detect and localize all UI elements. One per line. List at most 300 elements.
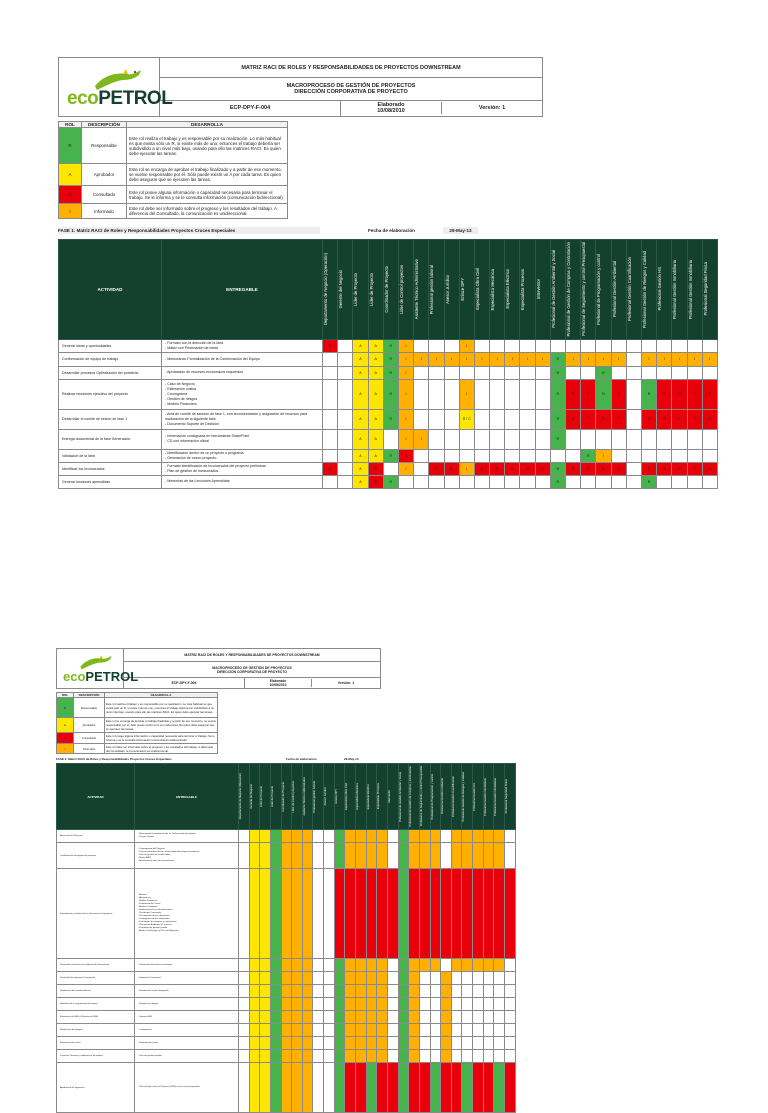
legend-desc-i: Informado: [82, 204, 127, 219]
raci-cell: [483, 1037, 494, 1050]
legend-header-description: DESCRIPCIÓN: [82, 122, 127, 128]
raci-cell: [366, 985, 377, 998]
raci-cell: [419, 869, 430, 959]
raci-cell: R: [657, 379, 672, 409]
raci-cell: [281, 985, 292, 998]
deliverable-cell: - Memorias de las Lecciones Aprendidas: [162, 475, 323, 488]
raci-cell: [462, 1037, 473, 1050]
raci-cell: [270, 1011, 281, 1024]
raci-cell: [313, 959, 324, 972]
raci-cell: [490, 366, 505, 379]
role-label: Profesional Seguridad Física: [505, 779, 509, 814]
table-row: [57, 1011, 516, 1024]
raci-cell: [334, 843, 345, 869]
raci-cell: [483, 985, 494, 998]
raci-cell: [270, 869, 281, 959]
raci-cell: [313, 843, 324, 869]
raci-cell: [292, 843, 303, 869]
raci-cell: [292, 1037, 303, 1050]
raci-cell: [473, 998, 484, 1011]
raci-cell: [366, 959, 377, 972]
raci-cell: [611, 339, 626, 352]
raci-cell: R: [566, 409, 581, 429]
raci-cell: [474, 379, 489, 409]
raci-cell: [387, 985, 398, 998]
raci-cell: [494, 869, 505, 959]
raci-cell: R: [611, 409, 626, 429]
deliverable-cell: - Caso de Negocio - Estimación costos - Cronograma - Gestión de riesgos - Modelo Financiero: [162, 379, 323, 409]
role-header: [441, 764, 452, 830]
raci-cell: [483, 1011, 494, 1024]
raci-cell: [419, 1050, 430, 1063]
raci-cell: [672, 339, 687, 352]
raci-cell: [520, 339, 535, 352]
raci-cell: [535, 449, 550, 462]
role-label: Profesional Seguridad Física: [702, 262, 708, 317]
raci-cell: [249, 959, 260, 972]
raci-cell: R: [550, 429, 565, 449]
raci-cell: [473, 1011, 484, 1024]
raci-cell: R: [702, 462, 717, 475]
raci-cell: [398, 1050, 409, 1063]
raci-cell: I: [398, 352, 413, 366]
raci-cell: [260, 1063, 271, 1113]
raci-cell: [334, 972, 345, 985]
phase-bar: [58, 226, 718, 236]
version-label: Versión: 1: [478, 105, 506, 112]
raci-cell: [641, 429, 656, 449]
raci-cell: R: [550, 352, 565, 366]
doc-code-2: ECP-DPY-F-004: [124, 677, 245, 688]
raci-cell: [490, 379, 505, 409]
raci-cell: I: [429, 352, 444, 366]
raci-cell: [626, 366, 641, 379]
phase2-date: 29-May-13: [344, 757, 359, 761]
page-2: [56, 648, 516, 1113]
raci-cell: [409, 1063, 420, 1113]
deliverable-cell: - Registro de riesgos: [135, 998, 239, 1011]
role-header: [505, 764, 516, 830]
raci-cell: [409, 998, 420, 1011]
raci-cell: A: [353, 339, 368, 352]
raci-cell: [520, 409, 535, 429]
role-label: Profesional Gestión HS: [473, 782, 477, 811]
raci-cell: [505, 985, 516, 998]
raci-cell: [672, 475, 687, 488]
raci-cell: [451, 1024, 462, 1037]
raci-cell: [270, 1037, 281, 1050]
raci-cell: R: [702, 379, 717, 409]
raci-cell: [387, 1011, 398, 1024]
raci-cell: [581, 475, 596, 488]
raci-cell: [483, 869, 494, 959]
phase-date-label: Fecha de elaboración: [368, 228, 415, 233]
raci-cell: [430, 869, 441, 959]
raci-cell: [313, 985, 324, 998]
macroprocess-line-2: DIRECCIÓN CORPORATIVA DE PROYECTO: [294, 89, 408, 96]
raci-cell: [483, 972, 494, 985]
raci-cell: [430, 1063, 441, 1113]
raci-cell: [323, 449, 338, 462]
raci-cell: I: [459, 339, 474, 352]
activity-cell: Generar lecciones aprendidas: [59, 475, 162, 488]
raci-cell: [356, 1050, 367, 1063]
raci-cell: [444, 366, 459, 379]
raci-cell: [444, 409, 459, 429]
table-row: [59, 429, 718, 449]
raci-cell: [535, 366, 550, 379]
raci-cell: [366, 1050, 377, 1063]
raci-cell: [270, 830, 281, 843]
raci-legend-2: [56, 692, 218, 754]
deliverable-cell: - Cronograma: [135, 1024, 239, 1037]
raci-cell: [611, 475, 626, 488]
role-header: [239, 764, 250, 830]
role-header: [490, 240, 505, 340]
raci-cell: [260, 1011, 271, 1024]
raci-cell: [398, 843, 409, 869]
raci-cell: [494, 1011, 505, 1024]
raci-cell: [483, 1063, 494, 1113]
raci-cell: [338, 475, 353, 488]
raci-cell: [505, 1011, 516, 1024]
raci-cell: [462, 1024, 473, 1037]
raci-cell: R: [657, 462, 672, 475]
raci-cell: [292, 959, 303, 972]
table-row: [59, 339, 718, 352]
raci-cell: A: [353, 352, 368, 366]
raci-cell: R: [672, 409, 687, 429]
role-header: [377, 764, 388, 830]
raci-cell: [260, 1024, 271, 1037]
raci-cell: [366, 1024, 377, 1037]
raci-cell: [249, 972, 260, 985]
raci-cell: [419, 998, 430, 1011]
table-row: [59, 379, 718, 409]
raci-cell: [323, 366, 338, 379]
role-header: [345, 764, 356, 830]
role-label: Profesional Gestión Inmobiliaria: [494, 777, 498, 816]
raci-cell: [338, 429, 353, 449]
activity-cell: Aprobación de Ingeniería: [57, 1063, 135, 1113]
raci-cell: [260, 1050, 271, 1063]
raci-cell: I: [566, 352, 581, 366]
raci-cell: [430, 1037, 441, 1050]
raci-cell: [462, 985, 473, 998]
role-header: [323, 240, 338, 340]
raci-cell: R: [550, 379, 565, 409]
role-header: [444, 240, 459, 340]
raci-cell: R: [383, 475, 398, 488]
raci-cell: I: [444, 352, 459, 366]
raci-cell: [356, 1024, 367, 1037]
raci-cell: [459, 366, 474, 379]
raci-cell: A: [368, 409, 383, 429]
raci-cell: [366, 998, 377, 1011]
table-row: [59, 409, 718, 429]
raci-cell: [292, 985, 303, 998]
table-row: [57, 972, 516, 985]
raci-cell: [260, 998, 271, 1011]
role-header: [430, 764, 441, 830]
raci-cell: [338, 366, 353, 379]
raci-cell: R: [596, 409, 611, 429]
raci-cell: [657, 429, 672, 449]
raci-cell: [494, 1063, 505, 1113]
raci-cell: [419, 985, 430, 998]
raci-cell: I: [596, 449, 611, 462]
raci-cell: [239, 1011, 250, 1024]
role-label: Profesional Gestión HS: [657, 267, 663, 312]
role-header: [611, 240, 626, 340]
raci-cell: [377, 843, 388, 869]
deliverable-cell: - Acta de comité de sanción de fase 1, con recomendación y asignación de recursos para maduración de la siguiente fase - Documento Soporte de Decisión: [162, 409, 323, 429]
raci-cell: A: [353, 449, 368, 462]
role-header: [702, 240, 717, 340]
raci-cell: [324, 1050, 335, 1063]
raci-cell: [611, 449, 626, 462]
role-header: [356, 764, 367, 830]
table-row: [57, 959, 516, 972]
raci-cell: [474, 339, 489, 352]
raci-cell: [641, 449, 656, 462]
raci-cell: [483, 843, 494, 869]
legend-desc-c: Consultado: [82, 186, 127, 204]
raci-cell: R: [566, 462, 581, 475]
role-label: Líder de Proyecto: [353, 272, 359, 306]
raci-cell: [419, 830, 430, 843]
raci-cell: [520, 475, 535, 488]
legend-code-a: A: [59, 164, 82, 186]
raci-cell: [302, 972, 313, 985]
raci-cell: [398, 959, 409, 972]
role-label: Especialista Obra Civil: [474, 268, 480, 311]
elaborated-label: Elaborado: [377, 102, 405, 109]
role-label: Especialista Obra Civil: [345, 783, 349, 810]
role-header: [292, 764, 303, 830]
role-label: Asistente Técnico Administrativo: [414, 259, 420, 320]
raci-cell: [270, 985, 281, 998]
role-header: [260, 764, 271, 830]
raci-cell: I: [581, 352, 596, 366]
raci-cell: [323, 475, 338, 488]
raci-cell: [281, 830, 292, 843]
deliverable-cell: - Alcance - Alternativas - Modelo Financiero - Estimación de Costos - Análisis Cualitativo - Evaluación técnica de alternativas - Tecnología Convenida - Presupuesto de las alternativas - Cronograma de las alternativas - Estrategias de compras y contratación - Planeación Ambiental y Licencias - Estrategia de gestión predial - Análisis de Riesgos y Plan de Mitigación: [135, 869, 239, 959]
raci-cell: [409, 869, 420, 959]
legend2-code-r: R: [57, 698, 74, 718]
raci-cell: [387, 869, 398, 959]
raci-cell: [292, 972, 303, 985]
raci-cell: [451, 998, 462, 1011]
raci-cell: [505, 379, 520, 409]
raci-cell: [596, 475, 611, 488]
raci-cell: [409, 830, 420, 843]
table-row: [57, 985, 516, 998]
raci-cell: [626, 429, 641, 449]
raci-cell: R: [687, 462, 702, 475]
raci-cell: [270, 998, 281, 1011]
legend2-code-a: A: [57, 718, 74, 733]
raci-cell: [377, 998, 388, 1011]
raci-cell: [324, 830, 335, 843]
raci-cell: R: [687, 379, 702, 409]
activity-cell: Conformación de equipo de proyecto: [57, 843, 135, 869]
role-header: [429, 240, 444, 340]
raci-cell: [441, 972, 452, 985]
role-header: [281, 764, 292, 830]
raci-cell: [338, 352, 353, 366]
raci-cell: [249, 1063, 260, 1113]
role-header: [451, 764, 462, 830]
activity-cell: Activación del Proyecto: [57, 830, 135, 843]
raci-cell: [483, 959, 494, 972]
raci-cell: [451, 1011, 462, 1024]
deliverable-cell: - Informe de alternativas evaluadas: [135, 959, 239, 972]
legend2-code-i: I: [57, 744, 74, 754]
raci-cell: [462, 959, 473, 972]
raci-cell: [338, 409, 353, 429]
raci-cell: R: [581, 449, 596, 462]
raci-cell: [239, 1063, 250, 1113]
raci-cell: [302, 1050, 313, 1063]
raci-cell: [483, 830, 494, 843]
raci-cell: [490, 409, 505, 429]
activity-cell: Realizar reuniones ejecutivo del proyecto: [59, 379, 162, 409]
version-label-2: Versión: 1: [337, 680, 355, 685]
role-label: Especialista Eléctrico: [505, 269, 511, 310]
raci-cell: [356, 972, 367, 985]
role-header: [566, 240, 581, 340]
raci-cell: [249, 869, 260, 959]
raci-cell: [459, 429, 474, 449]
raci-cell: [451, 843, 462, 869]
raci-cell: [356, 1037, 367, 1050]
logo-cell-2: [57, 649, 139, 689]
legend2-text-r: Este rol realiza el trabajo y es responsable por su realización. Lo más habitual es que exista sólo un R, si existe más de uno, entonces el trabajo debería ser subdividido a un nivel más bajo, usando para ello las matrices RACI. Es quien debe ejecutar las tareas.: [105, 698, 218, 718]
raci-cell: [334, 1037, 345, 1050]
raci-cell: A: [353, 409, 368, 429]
raci-cell: [281, 1050, 292, 1063]
legend2-header-role: ROL: [57, 693, 74, 698]
raci-cell: [473, 843, 484, 869]
raci-cell: R: [672, 379, 687, 409]
deliverable-cell: - Formato identificación de involucrados del proyecto preliminar. - Plan de gestión de involucrados.: [162, 462, 323, 475]
phase2-title: FASE 2: Matriz RACI de Roles y Responsabilidades Proyectos Cruces Especiales: [56, 757, 172, 761]
raci-cell: [473, 972, 484, 985]
raci-cell: A: [368, 429, 383, 449]
raci-cell: [419, 1011, 430, 1024]
raci-cell: [270, 1063, 281, 1113]
raci-cell: [581, 429, 596, 449]
raci-cell: I: [672, 352, 687, 366]
table-row: [59, 475, 718, 488]
raci-cell: [377, 869, 388, 959]
raci-cell: [451, 959, 462, 972]
raci-cell: [430, 830, 441, 843]
raci-cell: [474, 475, 489, 488]
raci-cell: R: [368, 462, 383, 475]
raci-cell: [505, 998, 516, 1011]
raci-cell: [398, 475, 413, 488]
raci-cell: [459, 475, 474, 488]
role-label: Enlace DPY: [334, 789, 338, 804]
raci-cell: [462, 1063, 473, 1113]
role-header: [596, 240, 611, 340]
raci-cell: [292, 1011, 303, 1024]
raci-cell: A: [368, 379, 383, 409]
raci-cell: R: [505, 462, 520, 475]
raci-cell: [581, 366, 596, 379]
raci-cell: I: [474, 352, 489, 366]
raci-cell: [505, 1037, 516, 1050]
raci-cell: [334, 985, 345, 998]
raci-cell: [441, 1024, 452, 1037]
raci-cell: [474, 429, 489, 449]
elaborated-label-2: Elaborado: [269, 678, 287, 683]
role-header: [641, 240, 656, 340]
role-label: Profesional gestión laboral: [429, 264, 435, 314]
raci-cell: R: [323, 462, 338, 475]
role-header: [657, 240, 672, 340]
raci-cell: I: [611, 352, 626, 366]
raci-cell: [429, 379, 444, 409]
raci-cell: [657, 366, 672, 379]
raci-cell: [281, 959, 292, 972]
raci-cell: R: [657, 409, 672, 429]
legend-text-a: Este rol se encarga de aprobar el trabajo finalizado y a partir de ese momento, se vuelve responsable por él. Sólo puede existir un A por cada tarea. Es quien debe asegurar que se ejecuten las tareas.: [127, 164, 288, 186]
raci-cell: [462, 998, 473, 1011]
raci-cell: [398, 972, 409, 985]
raci-cell: [520, 379, 535, 409]
raci-cell: [505, 869, 516, 959]
raci-cell: [313, 1011, 324, 1024]
raci-cell: [473, 985, 484, 998]
raci-cell: [419, 1037, 430, 1050]
raci-cell: [398, 1024, 409, 1037]
raci-cell: R: [383, 379, 398, 409]
raci-cell: [520, 429, 535, 449]
raci-cell: [672, 449, 687, 462]
raci-cell: [441, 1037, 452, 1050]
raci-cell: I: [414, 352, 429, 366]
raci-cell: [270, 843, 281, 869]
raci-cell: [505, 1063, 516, 1113]
raci-cell: [292, 1063, 303, 1113]
raci-cell: [451, 985, 462, 998]
raci-cell: [505, 449, 520, 462]
role-label: Profesional Gestión Inmobiliaria: [672, 259, 678, 319]
phase2-date-label: Fecha de elaboración: [286, 757, 317, 761]
table-row: [57, 1037, 516, 1050]
deliverable-cell: - Memorando Formalización de la Conformación del Equipo: [162, 352, 323, 366]
role-header: [581, 240, 596, 340]
raci-cell: R: [429, 462, 444, 475]
raci-cell: [414, 475, 429, 488]
raci-cell: R: [581, 462, 596, 475]
raci-cell: [687, 449, 702, 462]
raci-cell: [345, 1050, 356, 1063]
raci-cell: [505, 959, 516, 972]
raci-cell: [626, 462, 641, 475]
raci-cell: R: [383, 409, 398, 429]
raci-cell: [462, 1011, 473, 1024]
raci-cell: [313, 1050, 324, 1063]
raci-cell: R: [398, 449, 413, 462]
doc-meta-2: [245, 677, 381, 688]
raci-cell: [324, 985, 335, 998]
role-header: [368, 240, 383, 340]
raci-cell: [441, 1011, 452, 1024]
